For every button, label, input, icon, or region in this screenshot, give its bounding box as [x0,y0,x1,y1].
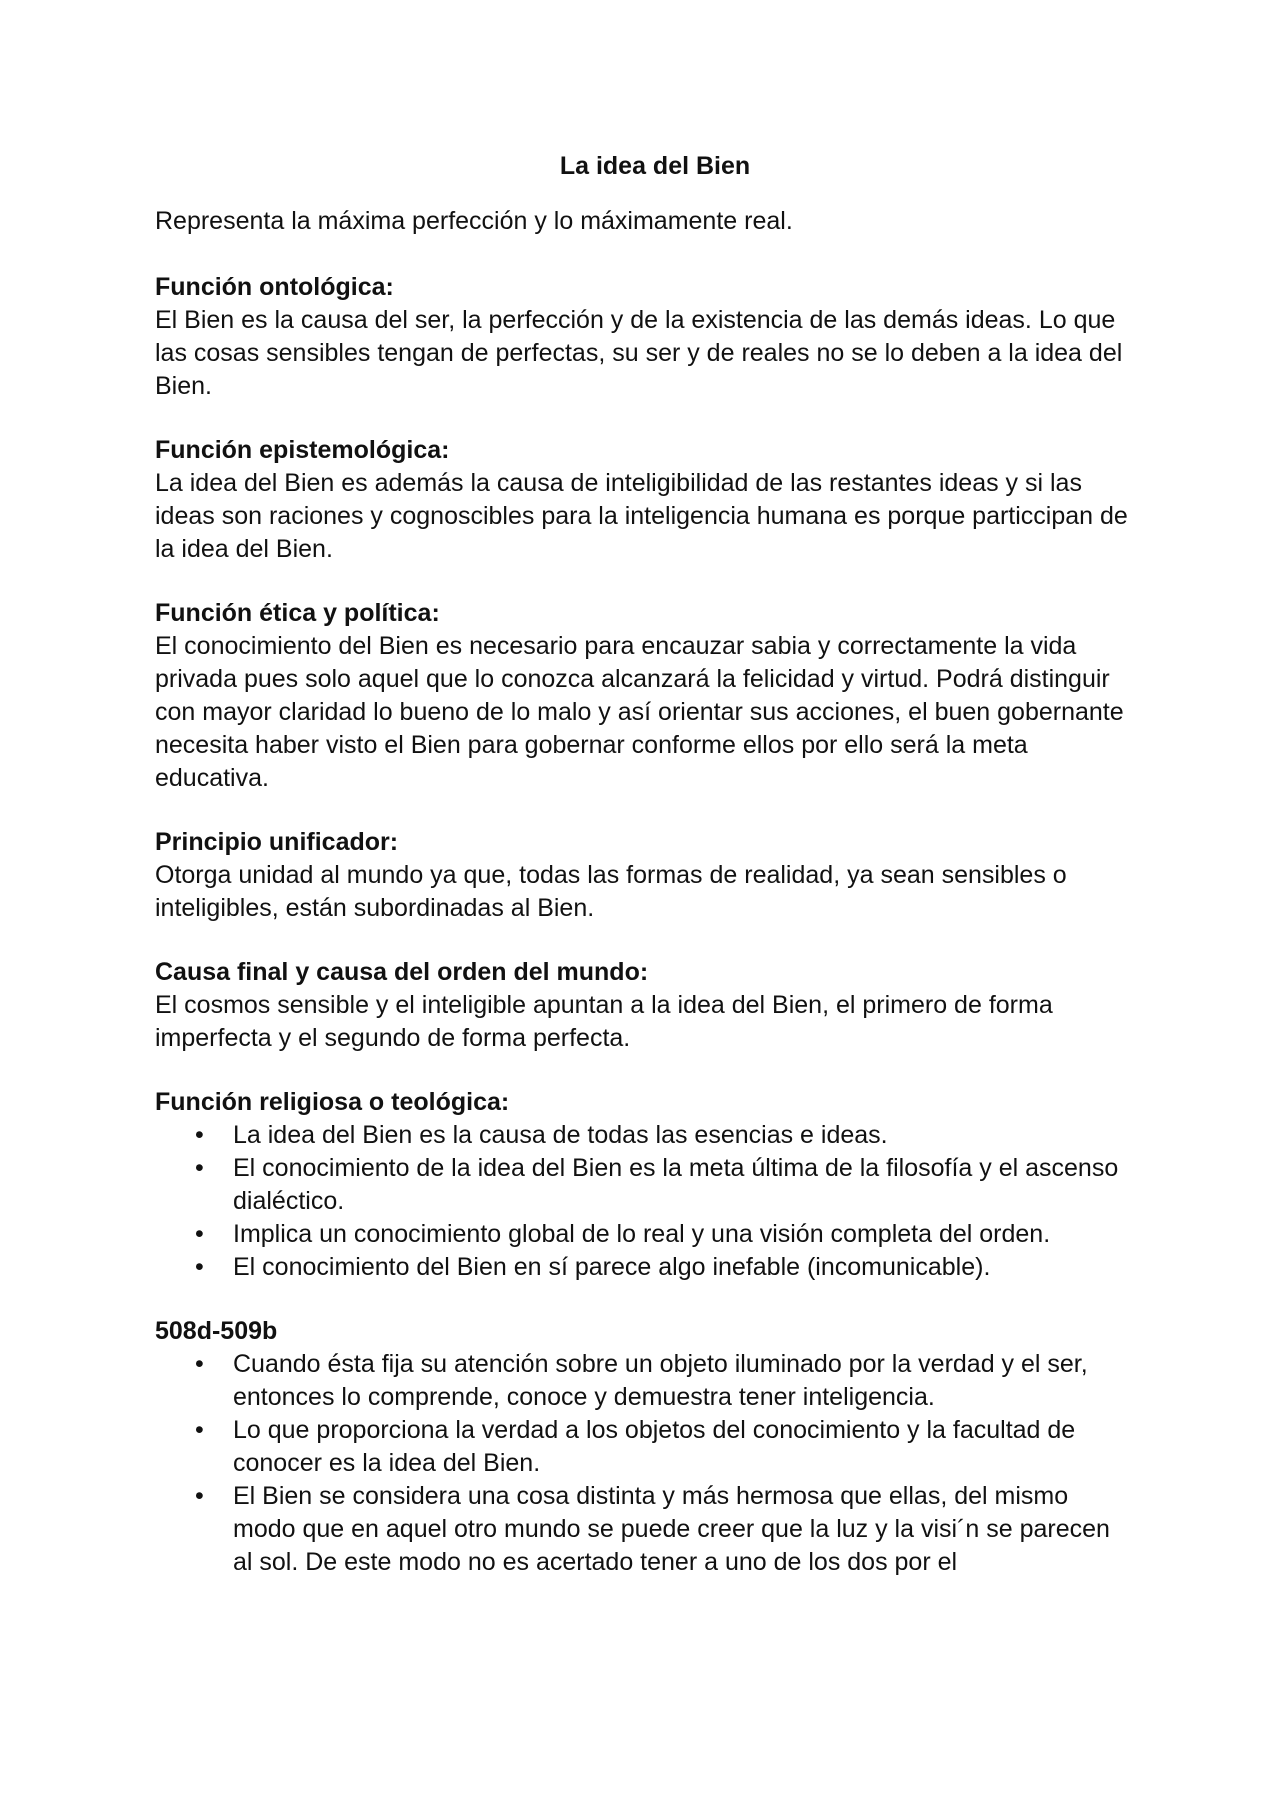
list-item-text: La idea del Bien es la causa de todas las esencias e ideas. [233,1121,888,1149]
document-title: La idea del Bien [559,152,751,180]
section-text: El Bien es la causa del ser, la perfección y de la existencia de las demás ideas. Lo que las cosas sensibles tengan de perfectas, su ser y de reales no se lo deben a la idea del Bien. [155,306,1123,400]
bullet-icon: • [195,1220,204,1248]
bullet-icon: • [195,1154,204,1182]
bullet-icon: • [195,1350,204,1378]
section-heading: 508d-509b [155,1317,278,1345]
section-ethical-political [155,597,1135,795]
section-heading: Función ética y política: [155,599,440,627]
list-item-text: El conocimiento de la idea del Bien es la meta última de la filosofía y el ascenso dialéctico. [233,1154,1119,1215]
section-epistemological [155,434,1135,566]
section-text: El cosmos sensible y el inteligible apuntan a la idea del Bien, el primero de forma imperfecta y el segundo de forma perfecta. [155,991,1053,1052]
bullet-icon: • [195,1416,204,1444]
section-ontological [155,271,1135,403]
bullet-icon: • [195,1482,204,1510]
section-heading: Principio unificador: [155,828,399,856]
list-item [155,1218,1135,1251]
section-heading: Función epistemológica: [155,436,450,464]
list-item [155,1251,1135,1284]
list-item-text: Implica un conocimiento global de lo real y una visión completa del orden. [233,1220,1051,1248]
section-final-cause [155,956,1135,1055]
section-heading: Causa final y causa del orden del mundo: [155,958,649,986]
bullet-icon: • [195,1121,204,1149]
list-item-text: Cuando ésta fija su atención sobre un objeto iluminado por la verdad y el ser, entonces lo comprende, conoce y demuestra tener inteligencia. [233,1350,1088,1411]
section-reference [155,1315,1135,1579]
list-item [155,1414,1135,1480]
bullet-list [155,1348,1135,1579]
bullet-icon: • [195,1253,204,1281]
section-heading: Función religiosa o teológica: [155,1088,510,1116]
section-text: Otorga unidad al mundo ya que, todas las formas de realidad, ya sean sensibles o inteligibles, están subordinadas al Bien. [155,861,1067,922]
list-item [155,1119,1135,1152]
list-item [155,1348,1135,1414]
section-unifying-principle [155,826,1135,925]
list-item [155,1152,1135,1218]
list-item [155,1480,1135,1579]
bullet-list [155,1119,1135,1284]
section-religious [155,1086,1135,1284]
list-item-text: El conocimiento del Bien en sí parece algo inefable (incomunicable). [233,1253,991,1281]
intro-paragraph: Representa la máxima perfección y lo máximamente real. [155,207,793,235]
section-text: La idea del Bien es además la causa de inteligibilidad de las restantes ideas y si las ideas son raciones y cognoscibles para la inteligencia humana es porque particcipan de la idea del Bien. [155,469,1128,563]
section-heading: Función ontológica: [155,273,394,301]
document-page [155,150,1135,1610]
section-text: El conocimiento del Bien es necesario para encauzar sabia y correctamente la vida privada pues solo aquel que lo conozca alcanzará la felicidad y virtud. Podrá distinguir con mayor claridad lo bueno de lo malo y así orientar sus acciones, el buen gobernante necesita haber visto el Bien para gobernar conforme ellos por ello será la meta educativa. [155,632,1124,792]
list-item-text: Lo que proporciona la verdad a los objetos del conocimiento y la facultad de conocer es la idea del Bien. [233,1416,1076,1477]
list-item-text: El Bien se considera una cosa distinta y más hermosa que ellas, del mismo modo que en aquel otro mundo se puede creer que la luz y la visi´n se parecen al sol. De este modo no es acertado tener a uno de los dos por el [233,1482,1110,1576]
